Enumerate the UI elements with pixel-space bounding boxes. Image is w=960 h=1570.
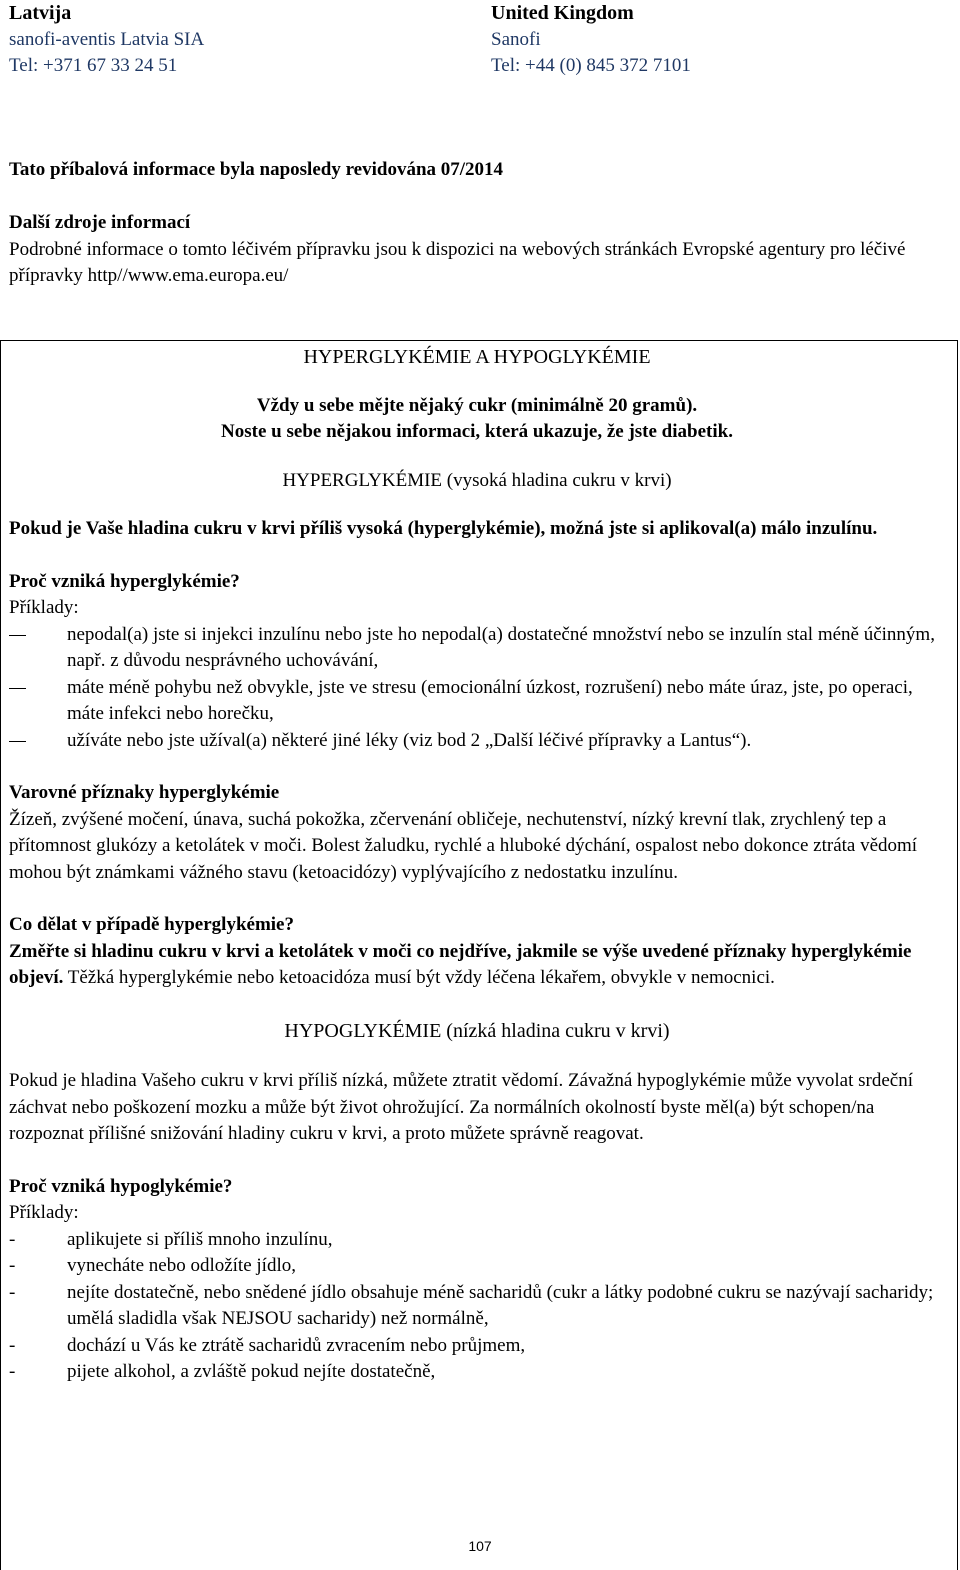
list-item-text: vynecháte nebo odložíte jídlo, bbox=[67, 1255, 296, 1276]
list-item bbox=[9, 728, 945, 755]
hyper-what-text bbox=[9, 939, 945, 992]
more-info-text: Podrobné informace o tomto léčivém přípravku jsou k dispozici na webových stránkách Evropské agentury pro léčivé přípravky http//www.ema.europa.eu/ bbox=[9, 238, 906, 286]
hypo-why-heading: Proč vzniká hypoglykémie? bbox=[9, 1175, 233, 1197]
contact-country: United Kingdom bbox=[491, 2, 634, 24]
list-item bbox=[9, 1280, 945, 1333]
contact-phone: Tel: +44 (0) 845 372 7101 bbox=[491, 55, 691, 76]
hyper-what-rest: Těžká hyperglykémie nebo ketoacidóza musí být vždy léčena lékařem, obvykle v nemocnici. bbox=[63, 967, 775, 988]
contact-latvia bbox=[9, 0, 204, 80]
contact-company: Sanofi bbox=[491, 28, 541, 50]
hyphen-bullet: - bbox=[9, 1361, 16, 1382]
hypo-examples-label: Příklady: bbox=[9, 1202, 79, 1223]
hyper-intro: Pokud je Vaše hladina cukru v krvi příliš vysoká (hyperglykémie), možná jste si aplikoval(a) málo inzulínu. bbox=[9, 518, 878, 539]
hypo-title: HYPOGLYKÉMIE (nízká hladina cukru v krvi) bbox=[284, 1019, 670, 1042]
hyper-warning-text: Žízeň, zvýšené močení, únava, suchá pokožka, zčervenání obličeje, nechutenství, nízký krevní tlak, zrychlený tep a přítomnost glukózy a ketolátek v moči. Bolest žaludku, rychlé a hluboké dýchání, ospalost nebo dokonce ztráta vědomí mohou být známkami vážného stavu (ketoacidózy) vyplývajícího z nedostatku inzulínu. bbox=[9, 808, 918, 883]
more-info-heading: Další zdroje informací bbox=[9, 212, 191, 233]
list-item-text: pijete alkohol, a zvláště pokud nejíte dostatečně, bbox=[67, 1361, 436, 1382]
hyphen-bullet: - bbox=[9, 1281, 16, 1303]
list-item bbox=[9, 1227, 945, 1254]
list-item-text: dochází u Vás ke ztrátě sacharidů zvracením nebo průjmem, bbox=[67, 1334, 526, 1356]
list-item-text: užíváte nebo jste užíval(a) některé jiné léky (viz bod 2 „Další léčivé přípravky a Lantus“). bbox=[67, 729, 752, 751]
list-item bbox=[9, 1253, 945, 1280]
contact-country: Latvija bbox=[9, 2, 72, 24]
list-item bbox=[9, 1359, 945, 1386]
list-item-text: nejíte dostatečně, nebo snědené jídlo obsahuje méně sacharidů (cukr a látky podobné cukru se nazývají sacharidy; umělá sladidla však NEJSOU sacharidy) než normálně, bbox=[67, 1281, 934, 1329]
page-number: 107 bbox=[468, 1538, 492, 1554]
list-item-text: máte méně pohybu než obvykle, jste ve stresu (emocionální úzkost, rozrušení) nebo máte úraz, jste, po operaci, máte infekci nebo horečku, bbox=[67, 676, 913, 724]
hyper-why-heading: Proč vzniká hyperglykémie? bbox=[9, 570, 240, 592]
hyphen-bullet: - bbox=[9, 1228, 16, 1250]
info-box bbox=[0, 340, 958, 1570]
always-sugar: Vždy u sebe mějte nějaký cukr (minimálně 20 gramů). bbox=[256, 394, 698, 416]
contact-company: sanofi-aventis Latvia SIA bbox=[9, 28, 205, 50]
always-id: Noste u sebe nějakou informaci, která ukazuje, že jste diabetik. bbox=[221, 421, 733, 442]
hyper-title: HYPERGLYKÉMIE (vysoká hladina cukru v krvi) bbox=[282, 469, 672, 491]
list-item-text: aplikujete si příliš mnoho inzulínu, bbox=[67, 1228, 333, 1250]
hyper-what-bold: Změřte si hladinu cukru v krvi a ketolátek v moči co nejdříve, jakmile se výše uvedené příznaky hyperglykémie objeví. bbox=[9, 940, 912, 988]
more-info-section bbox=[9, 210, 939, 290]
hypo-examples-list bbox=[9, 1227, 945, 1386]
hyper-examples-label: Příklady: bbox=[9, 597, 79, 618]
contact-uk bbox=[491, 0, 691, 80]
hyper-examples-list bbox=[9, 622, 945, 755]
hypo-intro: Pokud je hladina Vašeho cukru v krvi příliš nízká, můžete ztratit vědomí. Závažná hypoglykémie může vyvolat srdeční záchvat nebo poškození mozku a může být život ohrožující. Za normálních okolností byste měl(a) být schopen/na rozpoznat přílišné snižování hladiny cukru v krvi, a proto můžete správně reagovat. bbox=[9, 1070, 914, 1144]
contacts bbox=[9, 0, 949, 80]
hyper-warning-heading: Varovné příznaky hyperglykémie bbox=[9, 782, 280, 803]
hyper-what-heading: Co dělat v případě hyperglykémie? bbox=[9, 914, 294, 935]
hyphen-bullet: - bbox=[9, 1255, 16, 1276]
revision-date: Tato příbalová informace byla naposledy revidována 07/2014 bbox=[9, 159, 504, 180]
box-title: HYPERGLYKÉMIE A HYPOGLYKÉMIE bbox=[303, 346, 651, 368]
list-item bbox=[9, 1333, 945, 1360]
list-item bbox=[9, 675, 945, 728]
hyphen-bullet: - bbox=[9, 1334, 16, 1356]
list-item bbox=[9, 622, 945, 675]
contact-phone: Tel: +371 67 33 24 51 bbox=[9, 55, 178, 76]
list-item-text: nepodal(a) jste si injekci inzulínu nebo jste ho nepodal(a) dostatečné množství nebo se inzulín stal méně účinným, např. z důvodu nesprávného uchovávání, bbox=[67, 623, 935, 671]
